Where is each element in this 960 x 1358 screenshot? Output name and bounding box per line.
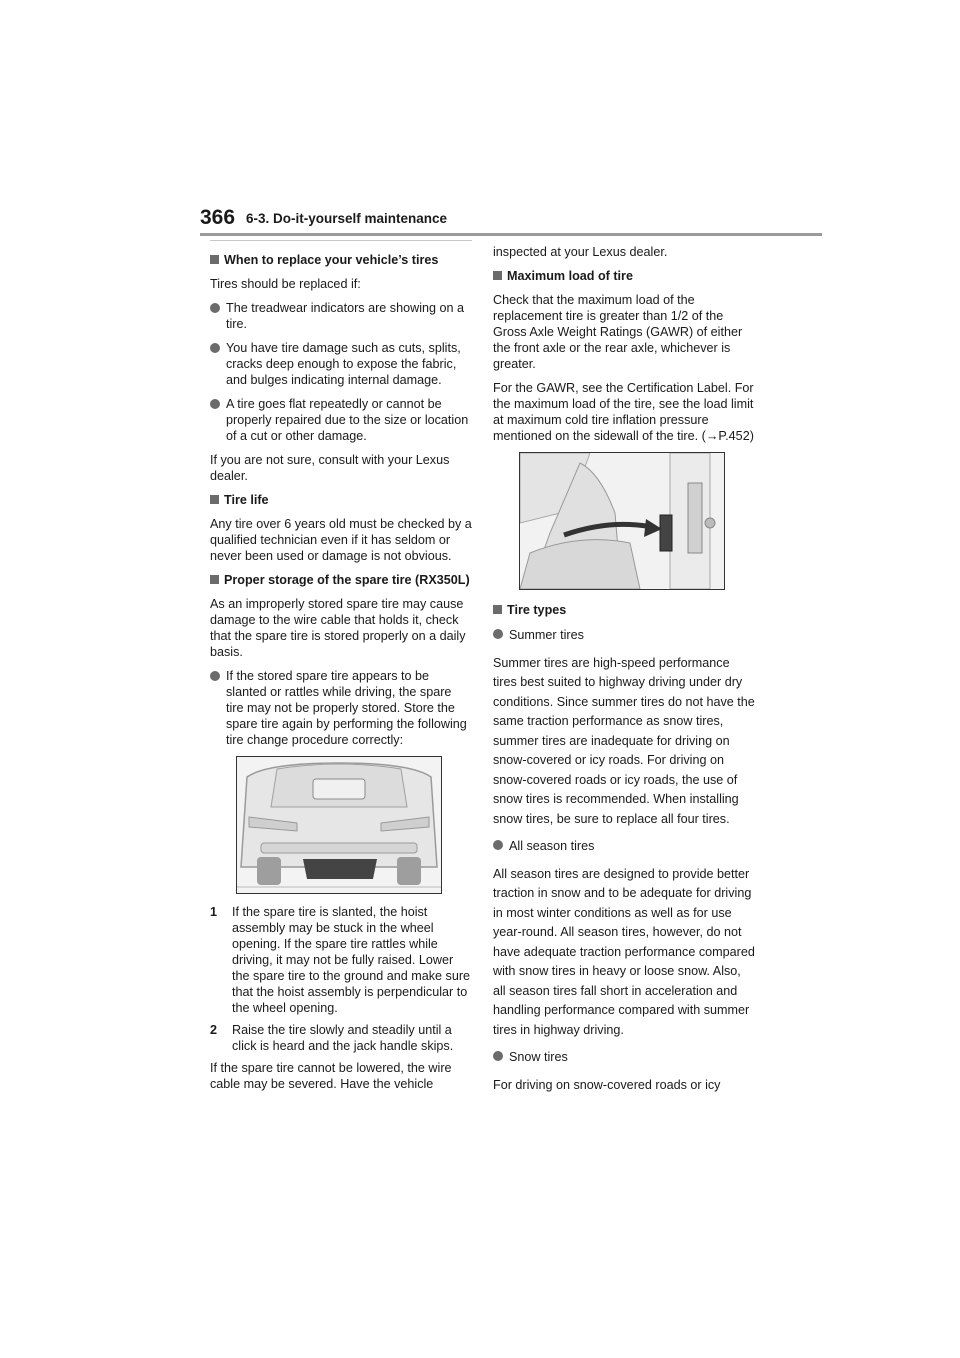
left-column: [210, 240, 472, 1100]
bullet-item: Summer tires: [493, 626, 755, 646]
bullet-item: The treadwear indicators are showing on a tire.: [210, 300, 472, 332]
bullet-item: If the stored spare tire appears to be slanted or rattles while driving, the spare tire may not be properly stored. Store the spare tire again by performing the following tire change procedure correctly:: [210, 668, 472, 748]
tire-types-list: [493, 626, 755, 1095]
circle-bullet-icon: [493, 1051, 503, 1061]
door-pillar-icon: [520, 453, 724, 589]
paragraph: Any tire over 6 years old must be checked by a qualified technician even if it has seldom or never been used or damage is not obvious.: [210, 517, 472, 563]
column-divider: [210, 240, 472, 241]
paragraph: For the GAWR, see the Certification Label. For the maximum load of the tire, see the load limit at maximum cold tire inflation pressure mentioned on the sidewall of the tire. (→P.452): [493, 381, 754, 443]
circle-bullet-icon: [210, 343, 220, 353]
section-title: 6-3. Do-it-yourself maintenance: [246, 211, 448, 226]
step-1: 1 If the spare tire is slanted, the hoist assembly may be stuck in the wheel opening. If the spare tire rattles while driving, it may not be fully raised. Lower the spare tire to the ground and make sure that the hoist assembly is perpendicular to the wheel opening.: [210, 905, 471, 1015]
paragraph: Check that the maximum load of the replacement tire is greater than 1/2 of the Gross Axle Weight Ratings (GAWR) of either the front axle or the rear axle, whichever is greater.: [493, 293, 743, 371]
circle-bullet-icon: [493, 840, 503, 850]
square-bullet-icon: [493, 271, 502, 280]
circle-bullet-icon: [210, 671, 220, 681]
paragraph: Summer tires are high-speed performance tires best suited to highway driving under dry conditions. Since summer tires do not have the same traction performance as snow tires, summer tires are inadequate for driving on snow-covered or icy roads. For driving on snow-covered roads or icy roads, the use of snow tires is recommended. When installing snow tires, be sure to replace all four tires.: [493, 655, 755, 826]
circle-bullet-icon: [493, 629, 503, 639]
paragraph: Tires should be replaced if:: [210, 277, 361, 291]
bullet-item: You have tire damage such as cuts, splits, cracks deep enough to expose the fabric, and bulges indicating internal damage.: [210, 340, 472, 388]
header-divider: [200, 233, 822, 236]
square-bullet-icon: [210, 575, 219, 584]
heading-spare-storage: Proper storage of the spare tire (RX350L): [210, 572, 472, 588]
square-bullet-icon: [210, 495, 219, 504]
step-2: 2 Raise the tire slowly and steadily until a click is heard and the jack handle skips.: [210, 1023, 454, 1053]
bullet-item: Snow tires: [493, 1048, 755, 1068]
circle-bullet-icon: [210, 303, 220, 313]
square-bullet-icon: [210, 255, 219, 264]
paragraph: inspected at your Lexus dealer.: [493, 245, 668, 259]
right-column: [493, 244, 755, 1103]
square-bullet-icon: [493, 605, 502, 614]
bullet-item: All season tires: [493, 837, 755, 857]
paragraph: If the spare tire cannot be lowered, the wire cable may be severed. Have the vehicle: [210, 1061, 452, 1091]
heading-replace-tires: When to replace your vehicle’s tires: [210, 252, 472, 268]
heading-max-load: Maximum load of tire: [493, 268, 755, 284]
heading-tire-life: Tire life: [210, 492, 472, 508]
circle-bullet-icon: [210, 399, 220, 409]
certification-label-illustration: [519, 452, 725, 590]
paragraph: For driving on snow-covered roads or icy: [493, 1077, 721, 1092]
bullet-item: A tire goes flat repeatedly or cannot be properly repaired due to the size or location of a cut or other damage.: [210, 396, 472, 444]
paragraph: If you are not sure, consult with your Lexus dealer.: [210, 453, 450, 483]
paragraph: All season tires are designed to provide better traction in snow and to be adequate for driving in most winter conditions as well as for use year-round. All season tires, however, do not have adequate traction performance compared with snow tires in heavy or loose snow. Also, all season tires fall short in acceleration and handling performance compared with summer tires in highway driving.: [493, 866, 755, 1037]
page-number: 366: [200, 206, 236, 229]
vehicle-rear-icon: [237, 757, 441, 893]
rear-vehicle-illustration: [236, 756, 442, 894]
paragraph: As an improperly stored spare tire may cause damage to the wire cable that holds it, check that the spare tire is stored properly on a daily basis.: [210, 597, 466, 659]
heading-tire-types: Tire types: [493, 602, 755, 618]
